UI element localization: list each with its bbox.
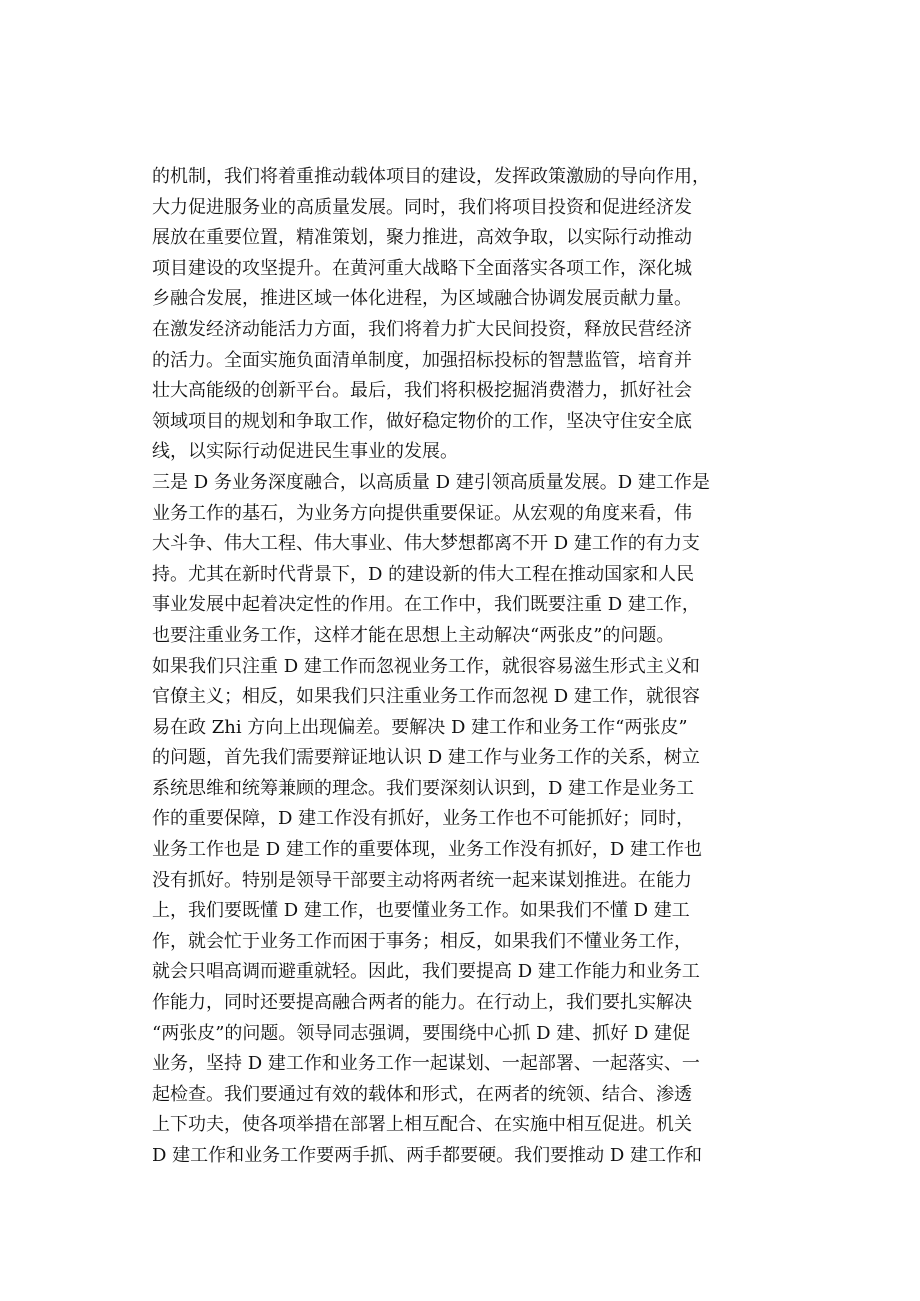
text-line: 项目建设的攻坚提升。在黄河重大战略下全面落实各项工作，深化城 <box>152 257 692 279</box>
text-line: 三是 D 务业务深度融合，以高质量 D 建引领高质量发展。D 建工作是 <box>152 471 710 493</box>
text-line: 没有抓好。特别是领导干部要主动将两者统一起来谋划推进。在能力 <box>152 869 692 891</box>
text-line: 系统思维和统筹兼顾的理念。我们要深刻认识到，D 建工作是业务工 <box>152 777 695 799</box>
text-line: 领域项目的规划和争取工作，做好稳定物价的工作，坚决守住安全底 <box>152 410 692 432</box>
text-line: 就会只唱高调而避重就轻。因此，我们要提高 D 建工作能力和业务工 <box>152 961 700 983</box>
text-line: 持。尤其在新时代背景下，D 的建设新的伟大工程在推动国家和人民 <box>152 563 695 585</box>
text-line: 业务工作的基石，为业务方向提供重要保证。从宏观的角度来看，伟 <box>152 502 692 524</box>
text-line: 乡融合发展，推进区域一体化进程，为区域融合协调发展贡献力量。 <box>152 288 692 310</box>
text-line: 在激发经济动能活力方面，我们将着力扩大民间投资，释放民营经济 <box>152 318 692 340</box>
text-line: D 建工作和业务工作要两手抓、两手都要硬。我们要推动 D 建工作和 <box>152 1145 703 1166</box>
text-line: 官僚主义；相反，如果我们只注重业务工作而忽视 D 建工作，就很容 <box>152 686 700 708</box>
text-line: 作，就会忙于业务工作而困于事务；相反，如果我们不懂业务工作， <box>152 930 692 952</box>
text-line: 也要注重业务工作，这样才能在思想上主动解决“两张皮”的问题。 <box>152 624 675 646</box>
text-line: 上下功夫，使各项举措在部署上相互配合、在实施中相互促进。机关 <box>152 1114 692 1136</box>
text-line: 业务工作也是 D 建工作的重要体现，业务工作没有抓好，D 建工作也 <box>152 839 703 861</box>
text-line: 作的重要保障，D 建工作没有抓好，业务工作也不可能抓好；同时， <box>152 808 695 830</box>
text-line: 大力促进服务业的高质量发展。同时，我们将项目投资和促进经济发 <box>152 196 692 218</box>
text-line: 起检查。我们要通过有效的载体和形式，在两者的统领、结合、渗透 <box>152 1083 692 1105</box>
body-text <box>152 162 792 1172</box>
text-line: 易在政 Zhi 方向上出现偏差。要解决 D 建工作和业务工作“两张皮” <box>152 716 688 738</box>
text-line: 线，以实际行动促进民生事业的发展。 <box>152 441 458 463</box>
text-line: 上，我们要既懂 D 建工作，也要懂业务工作。如果我们不懂 D 建工 <box>152 900 690 922</box>
text-line: 作能力，同时还要提高融合两者的能力。在行动上，我们要扎实解决 <box>152 992 692 1014</box>
text-line: 的机制，我们将着重推动载体项目的建设，发挥政策激励的导向作用， <box>152 166 710 187</box>
text-line: “两张皮”的问题。领导同志强调，要围绕中心抓 D 建、抓好 D 建促 <box>152 1022 691 1044</box>
text-line: 事业发展中起着决定性的作用。在工作中，我们既要注重 D 建工作， <box>152 594 700 616</box>
text-line: 如果我们只注重 D 建工作而忽视业务工作，就很容易滋生形式主义和 <box>152 655 700 677</box>
text-line: 展放在重要位置，精准策划，聚力推进，高效争取，以实际行动推动 <box>152 227 692 249</box>
text-line: 业务，坚持 D 建工作和业务工作一起谋划、一起部署、一起落实、一 <box>152 1053 700 1075</box>
text-line: 的活力。全面实施负面清单制度，加强招标投标的智慧监管，培育并 <box>152 349 692 371</box>
text-line: 大斗争、伟大工程、伟大事业、伟大梦想都离不开 D 建工作的有力支 <box>152 533 700 555</box>
text-line: 壮大高能级的创新平台。最后，我们将积极挖掘消费潜力，抓好社会 <box>152 380 692 402</box>
text-line: 的问题，首先我们需要辩证地认识 D 建工作与业务工作的关系，树立 <box>152 747 700 769</box>
